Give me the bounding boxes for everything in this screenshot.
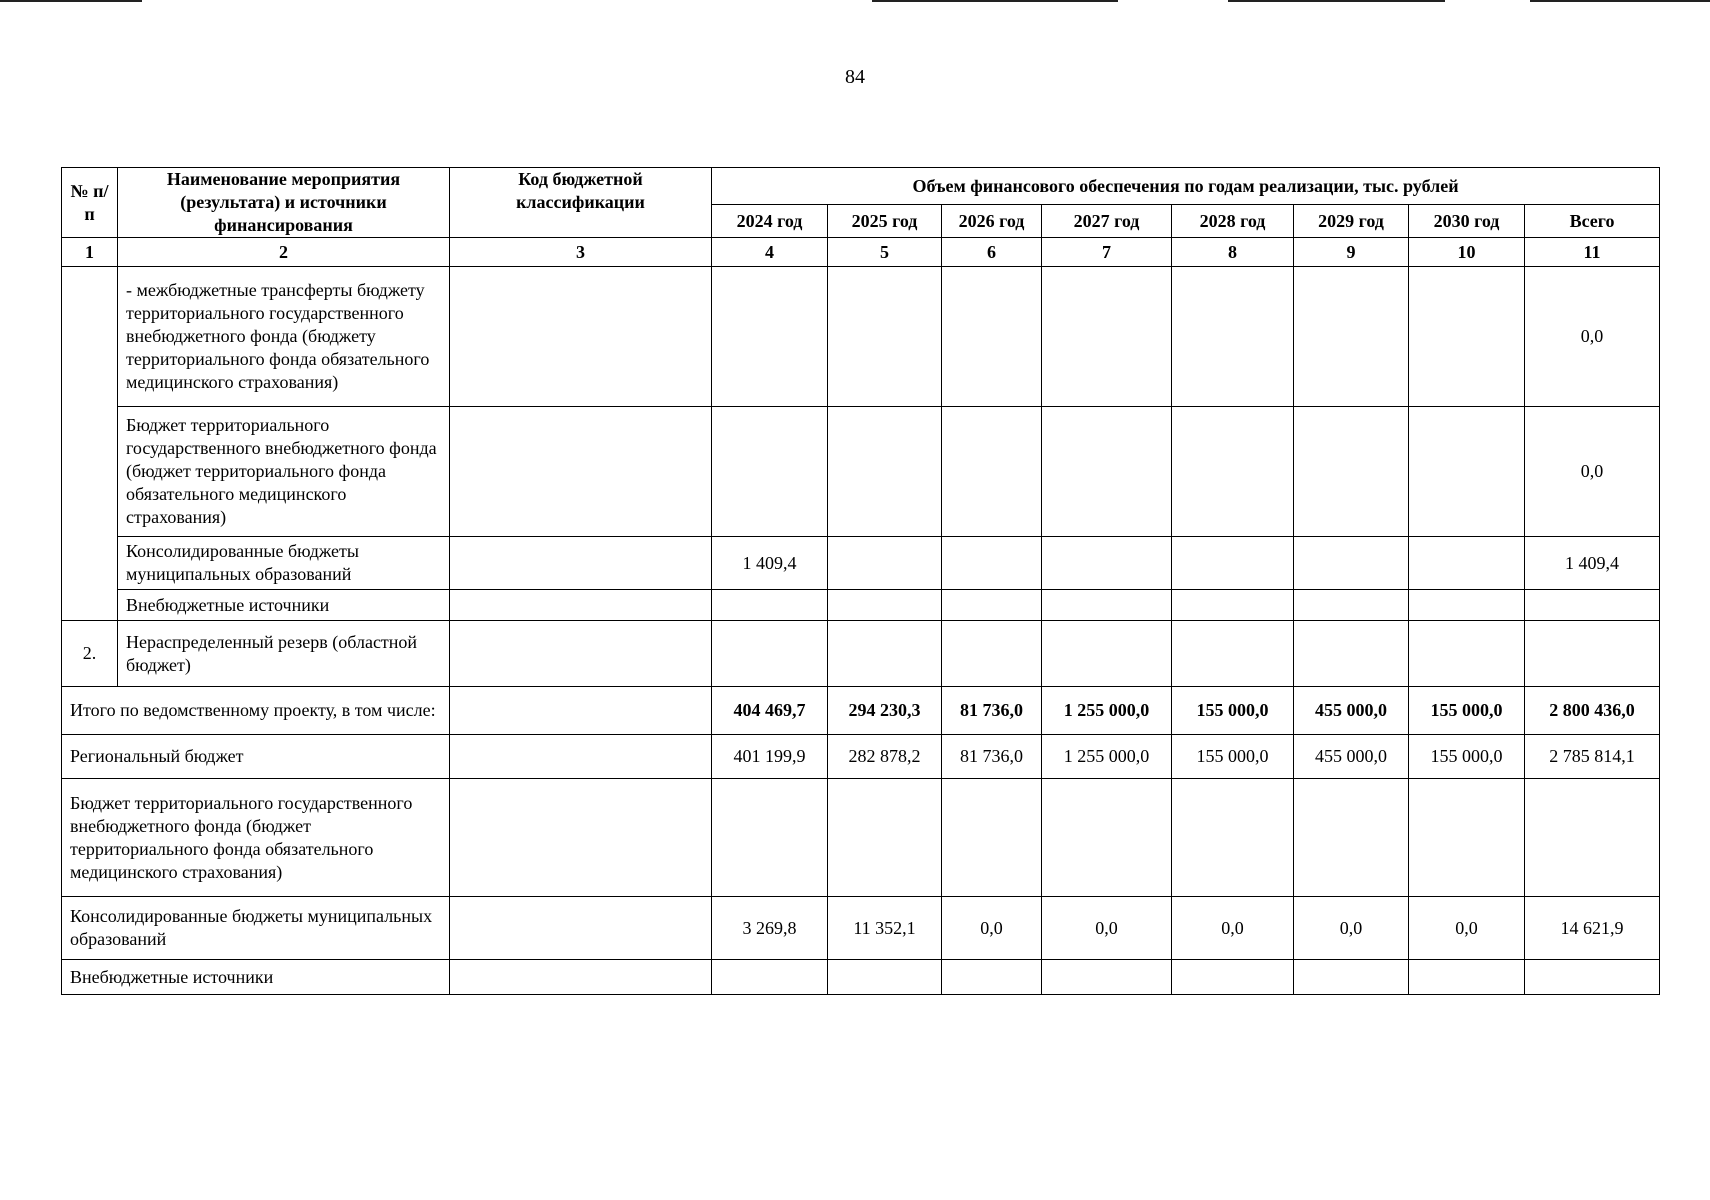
row-value — [1294, 779, 1409, 897]
row-value — [1172, 590, 1294, 621]
row-value — [828, 407, 942, 537]
row-code — [450, 537, 712, 590]
row-code — [450, 590, 712, 621]
row-name: Бюджет территориального государственного внебюджетного фонда (бюджет территориального фонда обязательного медицинского страхования) — [118, 407, 450, 537]
row-code — [450, 267, 712, 407]
column-number: 5 — [828, 238, 942, 267]
row-total: 0,0 — [1525, 267, 1660, 407]
row-value: 294 230,3 — [828, 687, 942, 735]
scan-edge — [1228, 0, 1445, 2]
row-value — [1294, 537, 1409, 590]
row-name: Консолидированные бюджеты муниципальных образований — [62, 897, 450, 960]
budget-table — [61, 167, 1660, 995]
row-value — [828, 537, 942, 590]
row-value — [712, 779, 828, 897]
row-code — [450, 621, 712, 687]
column-number: 9 — [1294, 238, 1409, 267]
row-value — [712, 621, 828, 687]
row-value — [1294, 267, 1409, 407]
row-value: 81 736,0 — [942, 687, 1042, 735]
row-value — [1409, 779, 1525, 897]
row-name: Региональный бюджет — [62, 735, 450, 779]
row-value — [1294, 960, 1409, 995]
header-year: 2028 год — [1172, 205, 1294, 238]
table-row — [62, 897, 1660, 960]
column-number: 1 — [62, 238, 118, 267]
row-value — [1409, 621, 1525, 687]
row-value — [942, 779, 1042, 897]
row-code — [450, 687, 712, 735]
header-no: № п/п — [62, 168, 118, 238]
header-year: 2024 год — [712, 205, 828, 238]
row-code — [450, 960, 712, 995]
row-value — [712, 407, 828, 537]
row-value — [1409, 537, 1525, 590]
row-value: 155 000,0 — [1172, 735, 1294, 779]
row-value — [1172, 960, 1294, 995]
header-year: 2027 год — [1042, 205, 1172, 238]
column-number: 3 — [450, 238, 712, 267]
scan-edge — [872, 0, 1118, 2]
row-value: 404 469,7 — [712, 687, 828, 735]
row-total: 14 621,9 — [1525, 897, 1660, 960]
column-number: 7 — [1042, 238, 1172, 267]
row-value — [1042, 621, 1172, 687]
page-number: 84 — [845, 66, 865, 88]
row-value: 1 409,4 — [712, 537, 828, 590]
row-value — [1042, 537, 1172, 590]
row-name: Консолидированные бюджеты муниципальных образований — [118, 537, 450, 590]
row-value — [942, 621, 1042, 687]
row-value — [942, 537, 1042, 590]
row-name: Итого по ведомственному проекту, в том числе: — [62, 687, 450, 735]
row-value — [1172, 537, 1294, 590]
header-code: Код бюджетной классификации — [450, 168, 712, 238]
row-value — [1294, 407, 1409, 537]
table-row — [62, 735, 1660, 779]
row-total — [1525, 590, 1660, 621]
row-no — [62, 267, 118, 621]
row-name: Нераспределенный резерв (областной бюджет) — [118, 621, 450, 687]
row-value — [942, 590, 1042, 621]
header-year: 2025 год — [828, 205, 942, 238]
header-name: Наименование мероприятия (результата) и источники финансирования — [118, 168, 450, 238]
row-value: 455 000,0 — [1294, 735, 1409, 779]
column-number: 10 — [1409, 238, 1525, 267]
row-value: 0,0 — [1042, 897, 1172, 960]
row-value — [1172, 621, 1294, 687]
row-value — [1172, 779, 1294, 897]
table-row-total — [62, 687, 1660, 735]
column-number: 4 — [712, 238, 828, 267]
row-value: 81 736,0 — [942, 735, 1042, 779]
row-value — [828, 621, 942, 687]
row-no: 2. — [62, 621, 118, 687]
row-value: 455 000,0 — [1294, 687, 1409, 735]
row-value: 401 199,9 — [712, 735, 828, 779]
row-value: 1 255 000,0 — [1042, 687, 1172, 735]
header-year: 2026 год — [942, 205, 1042, 238]
row-value — [1042, 407, 1172, 537]
row-value — [1042, 960, 1172, 995]
row-value: 155 000,0 — [1409, 735, 1525, 779]
row-name: Внебюджетные источники — [62, 960, 450, 995]
column-number: 2 — [118, 238, 450, 267]
row-value: 3 269,8 — [712, 897, 828, 960]
scan-edge — [1530, 0, 1710, 2]
row-value — [1409, 960, 1525, 995]
row-value: 1 255 000,0 — [1042, 735, 1172, 779]
row-code — [450, 407, 712, 537]
row-value: 155 000,0 — [1172, 687, 1294, 735]
column-number: 6 — [942, 238, 1042, 267]
row-value — [1409, 407, 1525, 537]
table-row — [62, 960, 1660, 995]
column-number-row — [62, 238, 1660, 267]
row-value — [1042, 779, 1172, 897]
table-row — [62, 267, 1660, 407]
row-name: Внебюджетные источники — [118, 590, 450, 621]
row-value — [1409, 267, 1525, 407]
row-total: 2 785 814,1 — [1525, 735, 1660, 779]
header-total: Всего — [1525, 205, 1660, 238]
row-name: Бюджет территориального государственного внебюджетного фонда (бюджет территориального фонда обязательного медицинского страхования) — [62, 779, 450, 897]
row-code — [450, 735, 712, 779]
row-value: 0,0 — [1172, 897, 1294, 960]
row-total — [1525, 621, 1660, 687]
row-value — [1409, 590, 1525, 621]
header-volume: Объем финансового обеспечения по годам реализации, тыс. рублей — [712, 168, 1660, 205]
row-value — [712, 267, 828, 407]
row-total: 0,0 — [1525, 407, 1660, 537]
row-value — [1042, 267, 1172, 407]
row-total — [1525, 960, 1660, 995]
row-code — [450, 897, 712, 960]
header-year: 2030 год — [1409, 205, 1525, 238]
row-value — [1042, 590, 1172, 621]
row-value — [828, 590, 942, 621]
row-value — [712, 590, 828, 621]
row-value: 0,0 — [1409, 897, 1525, 960]
row-total — [1525, 779, 1660, 897]
table-row — [62, 537, 1660, 590]
row-value — [1172, 267, 1294, 407]
row-total: 1 409,4 — [1525, 537, 1660, 590]
row-value — [1172, 407, 1294, 537]
row-total: 2 800 436,0 — [1525, 687, 1660, 735]
row-value: 155 000,0 — [1409, 687, 1525, 735]
row-value — [1294, 590, 1409, 621]
row-value: 0,0 — [942, 897, 1042, 960]
column-number: 11 — [1525, 238, 1660, 267]
row-value — [942, 267, 1042, 407]
table-row — [62, 779, 1660, 897]
row-value: 0,0 — [1294, 897, 1409, 960]
row-value: 282 878,2 — [828, 735, 942, 779]
scan-edge — [0, 0, 142, 2]
row-value — [712, 960, 828, 995]
row-value — [828, 960, 942, 995]
row-name: - межбюджетные трансферты бюджету территориального государственного внебюджетного фонда (бюджету территориального фонда обязательного медицинского страхования) — [118, 267, 450, 407]
column-number: 8 — [1172, 238, 1294, 267]
row-value — [942, 407, 1042, 537]
row-value — [828, 779, 942, 897]
table-row — [62, 590, 1660, 621]
table-row — [62, 621, 1660, 687]
row-value — [1294, 621, 1409, 687]
row-code — [450, 779, 712, 897]
row-value — [942, 960, 1042, 995]
row-value: 11 352,1 — [828, 897, 942, 960]
row-value — [828, 267, 942, 407]
header-year: 2029 год — [1294, 205, 1409, 238]
table-row — [62, 407, 1660, 537]
